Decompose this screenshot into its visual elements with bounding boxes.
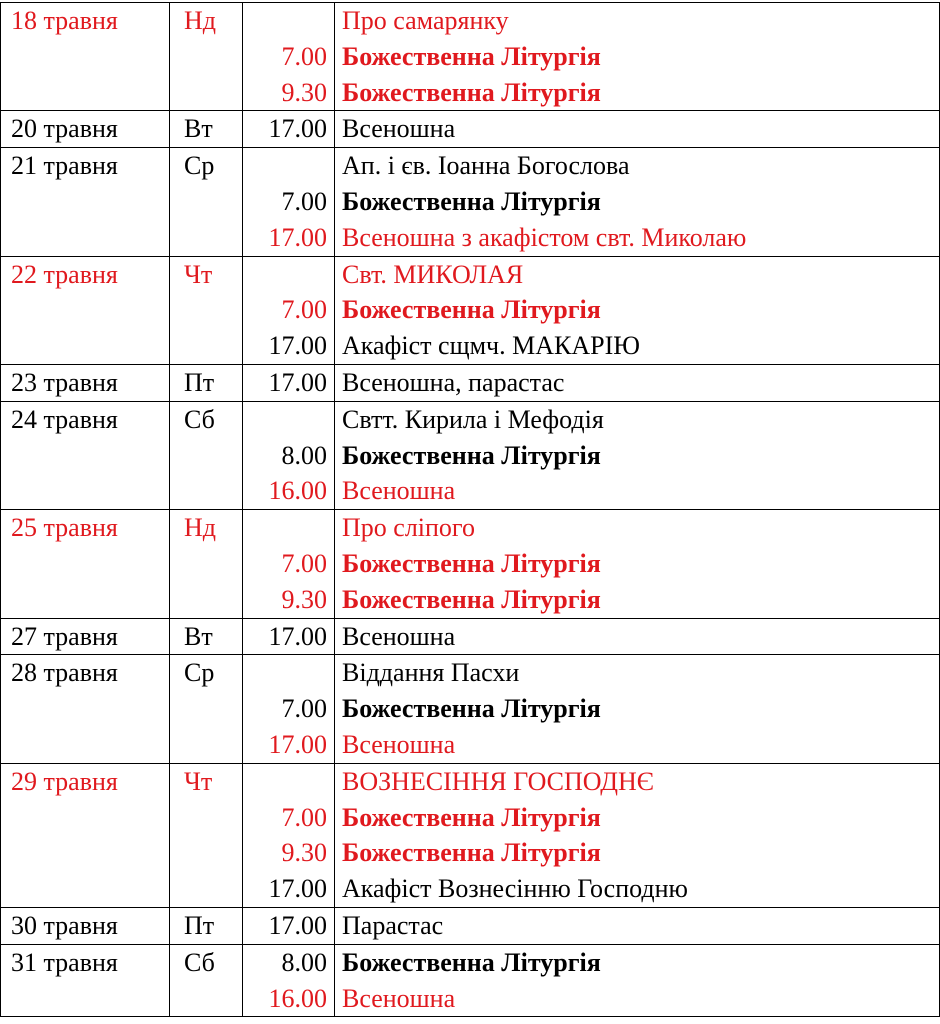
weekday-text: Нд (184, 513, 217, 543)
date-cell (1, 148, 170, 256)
event-cell (335, 3, 940, 111)
service-time: 7.00 (281, 548, 327, 578)
date-text: 24 травня (11, 404, 118, 434)
service-time: 9.30 (281, 77, 327, 107)
service-time (243, 402, 334, 438)
date-cell (1, 763, 170, 907)
time-cell (243, 3, 335, 111)
service-name: Божественна Літургія (342, 41, 601, 71)
weekday-cell (170, 944, 243, 1017)
schedule-row (1, 148, 940, 256)
weekday-cell (170, 111, 243, 148)
time-cell (243, 944, 335, 1017)
service-time: 17.00 (268, 222, 327, 252)
service-time: 9.30 (281, 838, 327, 868)
schedule-row (1, 655, 940, 763)
service-name: Ап. і єв. Іоанна Богослова (342, 151, 630, 181)
date-text: 31 травня (11, 947, 118, 977)
service-name: Всеношна (342, 983, 456, 1013)
time-cell (243, 655, 335, 763)
event-cell (335, 944, 940, 1017)
weekday-cell (170, 148, 243, 256)
date-text: 21 травня (11, 151, 118, 181)
weekday-cell (170, 510, 243, 618)
date-cell (1, 256, 170, 364)
service-time: 17.00 (268, 729, 327, 759)
time-cell (243, 111, 335, 148)
date-cell (1, 618, 170, 655)
service-name: Акафіст сщмч. МАКАРІЮ (342, 331, 640, 361)
service-name: Парастас (342, 910, 444, 940)
service-name: Божественна Літургія (342, 838, 601, 868)
service-time: 17.00 (268, 114, 327, 144)
service-time (243, 655, 334, 691)
service-name: Всеношна (342, 476, 456, 506)
date-cell (1, 944, 170, 1017)
weekday-text: Пт (184, 367, 215, 397)
weekday-cell (170, 3, 243, 111)
service-name: Божественна Літургія (342, 186, 601, 216)
schedule-row (1, 907, 940, 944)
weekday-text: Ср (184, 151, 215, 181)
service-name: Божественна Літургія (342, 802, 601, 832)
schedule-row (1, 256, 940, 364)
event-cell (335, 510, 940, 618)
date-cell (1, 655, 170, 763)
weekday-cell (170, 256, 243, 364)
event-cell (335, 364, 940, 401)
weekday-text: Чт (184, 259, 213, 289)
service-time: 7.00 (281, 41, 327, 71)
weekday-text: Нд (184, 6, 217, 35)
date-text: 30 травня (11, 910, 118, 940)
service-name: Свт. МИКОЛАЯ (342, 259, 524, 289)
event-cell (335, 907, 940, 944)
service-name: Всеношна (342, 729, 456, 759)
weekday-cell (170, 618, 243, 655)
date-cell (1, 510, 170, 618)
service-time: 7.00 (281, 694, 327, 724)
weekday-cell (170, 763, 243, 907)
time-cell (243, 510, 335, 618)
service-time: 17.00 (268, 874, 327, 904)
service-name: ВОЗНЕСІННЯ ГОСПОДНЄ (342, 766, 654, 796)
date-text: 25 травня (11, 513, 118, 543)
schedule-row (1, 763, 940, 907)
service-time: 8.00 (281, 440, 327, 470)
event-cell (335, 148, 940, 256)
date-cell (1, 401, 170, 509)
event-cell (335, 655, 940, 763)
date-text: 18 травня (11, 6, 118, 35)
event-cell (335, 763, 940, 907)
service-name: Акафіст Вознесінню Господню (342, 874, 688, 904)
date-cell (1, 3, 170, 111)
date-text: 28 травня (11, 658, 118, 688)
service-name: Божественна Літургія (342, 77, 601, 107)
service-name: Всеношна з акафістом свт. Миколаю (342, 222, 747, 252)
date-text: 20 травня (11, 114, 118, 144)
date-text: 27 травня (11, 621, 118, 651)
service-time: 16.00 (268, 983, 327, 1013)
service-time (243, 3, 334, 39)
schedule-row (1, 510, 940, 618)
service-time: 17.00 (268, 367, 327, 397)
schedule-table (0, 2, 940, 1017)
service-time: 17.00 (268, 910, 327, 940)
service-time: 17.00 (268, 621, 327, 651)
service-name: Всеношна, парастас (342, 367, 565, 397)
service-name: Божественна Літургія (342, 295, 601, 325)
date-cell (1, 907, 170, 944)
service-time: 7.00 (281, 295, 327, 325)
schedule-row (1, 3, 940, 111)
time-cell (243, 763, 335, 907)
date-cell (1, 364, 170, 401)
date-cell (1, 111, 170, 148)
weekday-cell (170, 907, 243, 944)
service-name: Божественна Літургія (342, 694, 601, 724)
weekday-text: Сб (184, 947, 215, 977)
schedule-row (1, 364, 940, 401)
time-cell (243, 907, 335, 944)
service-time: 17.00 (268, 331, 327, 361)
time-cell (243, 401, 335, 509)
service-name: Божественна Літургія (342, 947, 601, 977)
service-name: Божественна Літургія (342, 440, 601, 470)
weekday-text: Сб (184, 404, 215, 434)
service-name: Свтт. Кирила і Мефодія (342, 404, 604, 434)
event-cell (335, 111, 940, 148)
schedule-row (1, 618, 940, 655)
event-cell (335, 401, 940, 509)
time-cell (243, 364, 335, 401)
date-text: 23 травня (11, 367, 118, 397)
event-cell (335, 618, 940, 655)
time-cell (243, 148, 335, 256)
service-name: Божественна Літургія (342, 584, 601, 614)
weekday-text: Ср (184, 658, 215, 688)
schedule-row (1, 401, 940, 509)
service-time: 7.00 (281, 186, 327, 216)
service-time: 9.30 (281, 584, 327, 614)
service-time: 7.00 (281, 802, 327, 832)
service-time (243, 148, 334, 184)
date-text: 29 травня (11, 766, 118, 796)
service-time: 8.00 (281, 947, 327, 977)
weekday-cell (170, 364, 243, 401)
weekday-cell (170, 401, 243, 509)
schedule-row (1, 111, 940, 148)
date-text: 22 травня (11, 259, 118, 289)
event-cell (335, 256, 940, 364)
service-name: Віддання Пасхи (342, 658, 520, 688)
service-name: Про сліпого (342, 513, 475, 543)
service-time (243, 257, 334, 293)
service-time (243, 510, 334, 546)
schedule-row (1, 944, 940, 1017)
weekday-text: Вт (184, 114, 213, 144)
time-cell (243, 256, 335, 364)
schedule-body (1, 3, 940, 1017)
service-name: Всеношна (342, 114, 456, 144)
service-name: Про самарянку (342, 6, 509, 35)
service-time: 16.00 (268, 476, 327, 506)
weekday-cell (170, 655, 243, 763)
weekday-text: Пт (184, 910, 215, 940)
service-time (243, 764, 334, 800)
service-name: Божественна Літургія (342, 548, 601, 578)
service-name: Всеношна (342, 621, 456, 651)
time-cell (243, 618, 335, 655)
weekday-text: Вт (184, 621, 213, 651)
weekday-text: Чт (184, 766, 213, 796)
